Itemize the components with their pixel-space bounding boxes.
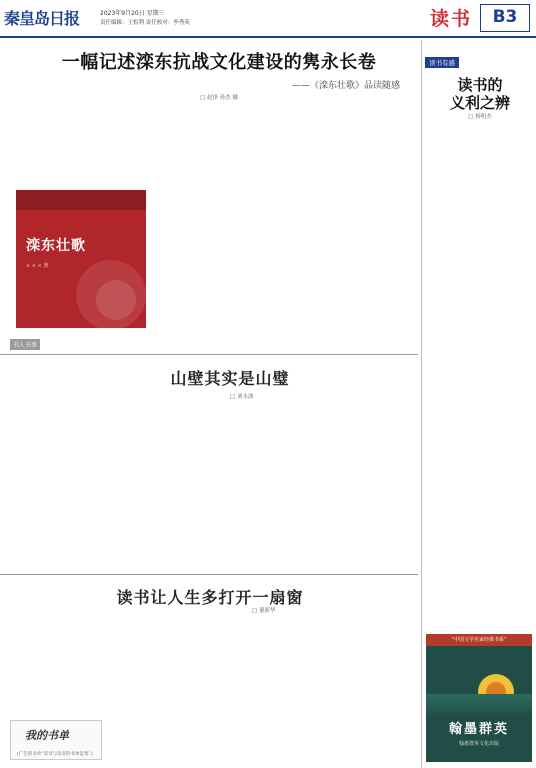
sidebar-title-line-2[interactable]: 义利之辨 (449, 94, 510, 112)
advertisement[interactable] (426, 634, 532, 762)
ad-banner: “中国文学名家经典书系” (426, 634, 532, 646)
article3-column-4 (318, 618, 416, 764)
newspaper-logo: 秦皇岛日报 (4, 9, 80, 28)
book-list-stamp (10, 720, 102, 760)
masthead (0, 0, 536, 38)
article1-column-2 (155, 108, 285, 348)
stamp-title: 我的书单 (25, 729, 69, 742)
body-text (144, 404, 274, 412)
sidebar-column (426, 124, 532, 628)
article2-column-2 (144, 404, 274, 569)
sidebar-tag: 读书有感 (425, 57, 459, 68)
ad-subtitle: 翰墨群英文化出版 (458, 741, 499, 747)
stamp-caption: (广告的书单“读书与读者的书单征集”) (17, 752, 93, 757)
article1-subtitle: ——《滦东壮歌》品读随感 (291, 81, 400, 91)
article3-column-2 (110, 618, 210, 764)
body-text (10, 618, 104, 626)
section-divider (0, 574, 418, 575)
ad-title: 翰墨群英 (448, 722, 509, 737)
article1-title[interactable]: 一幅记述滦东抗战文化建设的隽永长卷 (61, 52, 377, 73)
body-text (10, 404, 138, 412)
body-text (318, 618, 416, 626)
cover-author: × × × 著 (26, 263, 49, 269)
column-divider (421, 40, 422, 768)
article2-byline: □ 刘永波 (230, 394, 254, 400)
body-text (214, 618, 314, 626)
section-title: 读书 (430, 8, 473, 30)
body-text (155, 108, 285, 116)
section-divider (0, 354, 418, 355)
article3-title[interactable]: 读书让人生多打开一扇窗 (116, 588, 304, 607)
article3-column-1 (10, 618, 104, 714)
article2-title[interactable]: 山壁其实是山璧 (170, 369, 290, 388)
cover-decoration (96, 280, 136, 320)
cover-title: 滦东壮歌 (26, 238, 86, 254)
editor-line: 责任编辑：王松利 责任校对：李秀英 (100, 20, 190, 26)
article2-column-3 (280, 404, 416, 569)
dateline: 2023年9月20日 星期三 (100, 10, 165, 17)
article3-byline: □ 董新华 (252, 608, 276, 614)
body-text (426, 124, 532, 132)
body-text (110, 618, 210, 626)
page-number: B3 (480, 4, 530, 32)
article3-column-3 (214, 618, 314, 764)
mountain-graphic (426, 694, 532, 718)
top-rule (0, 36, 536, 38)
book-cover-image (16, 190, 146, 328)
body-text (290, 108, 416, 116)
cover-strip (16, 190, 146, 210)
sidebar-title-line-1[interactable]: 读书的 (457, 76, 503, 94)
body-text (280, 404, 416, 412)
article1-byline: □ 赵泽 孙杰 摄 (200, 95, 238, 101)
article2-tag: 书人书事 (10, 339, 40, 350)
article1-column-1 (10, 108, 150, 186)
article1-column-3 (290, 108, 416, 348)
article2-column-1 (10, 404, 138, 569)
sidebar-byline: □ 杨明杰 (468, 114, 492, 120)
body-text (10, 108, 150, 116)
